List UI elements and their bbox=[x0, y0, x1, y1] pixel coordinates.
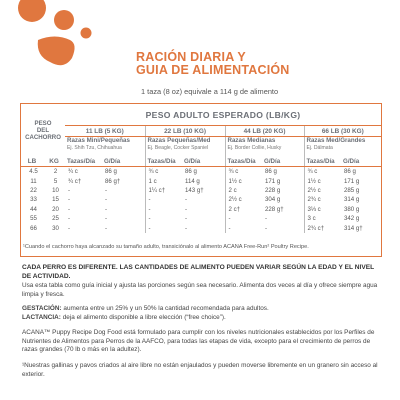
grams-per-day-cell: 228 g† bbox=[265, 205, 284, 213]
grams-per-day-cell: - bbox=[105, 215, 108, 223]
grams-per-day-cell: 86 g bbox=[105, 168, 117, 176]
grams-per-day-cell: - bbox=[105, 186, 108, 194]
grams-per-day-cell: 143 g† bbox=[185, 186, 204, 194]
grams-per-day-cell: - bbox=[185, 205, 188, 213]
page-title: RACIÓN DIARIA Y GUIA DE ALIMENTACIÓN bbox=[136, 50, 290, 77]
cups-per-day-cell: ¾ c bbox=[145, 167, 182, 177]
puppy-weight-kg: 10 bbox=[52, 186, 59, 194]
race-group-medium: Razas Medianas Ej. Border Collie, Husky bbox=[225, 137, 304, 158]
cups-per-day-cell: - bbox=[145, 205, 182, 214]
grams-per-day-cell: - bbox=[105, 205, 108, 213]
race-group-small-med: Razas Pequeñas/Med Ej. Beagle, Cocker Spaniel bbox=[145, 137, 225, 158]
cups-column-header: Tazas/Día bbox=[65, 157, 102, 167]
cups-per-day-cell: - bbox=[68, 196, 71, 204]
adult-weight-header: PESO ADULTO ESPERADO (LB/KG) bbox=[145, 109, 301, 120]
cups-per-day-cell: - bbox=[145, 214, 182, 223]
gestation-label: GESTACIÓN: bbox=[22, 305, 62, 312]
cups-per-day-cell: 1¼ c† bbox=[145, 186, 182, 195]
puppy-weight-lb: 44 bbox=[30, 205, 37, 213]
grams-per-day-cell: - bbox=[185, 224, 188, 232]
cups-per-day-cell: - bbox=[145, 195, 182, 204]
weight-group-11lb: 11 LB (5 KG) bbox=[65, 126, 145, 137]
cups-column-header: Tazas/Día bbox=[225, 157, 262, 167]
grams-per-day-cell: - bbox=[105, 224, 108, 232]
grams-per-day-cell: 380 g bbox=[344, 205, 360, 213]
cups-per-day-cell: 2 c† bbox=[225, 205, 262, 214]
cups-per-day-cell: 3 c bbox=[304, 214, 341, 223]
table-row bbox=[21, 195, 381, 204]
cups-per-day-cell: ¾ c bbox=[304, 167, 341, 177]
puppy-weight-lb: 66 bbox=[30, 224, 37, 232]
cups-per-day-cell: - bbox=[68, 224, 71, 232]
table-row bbox=[21, 186, 381, 195]
race-group-med-large: Razas Med/Grandes Ej. Dálmata bbox=[304, 137, 381, 158]
lactation-label: LACTANCIA: bbox=[22, 314, 61, 321]
grams-per-day-cell: - bbox=[185, 215, 188, 223]
cups-per-day-cell: - bbox=[68, 205, 71, 213]
feeding-table-body bbox=[21, 167, 381, 233]
cups-per-day-cell: 3⅓ c bbox=[304, 205, 341, 214]
table-footnote: ¹Cuando el cachorro haya alcanzado su tamaño adulto, transiciónalo al alimento ACANA Free-Run² Poultry Recipe. bbox=[23, 244, 309, 250]
puppy-weight-lb: 4.5 bbox=[29, 168, 38, 176]
cups-per-day-cell: 2½ c bbox=[304, 186, 341, 195]
grams-per-day-cell: - bbox=[265, 224, 268, 232]
cups-per-day-cell: - bbox=[68, 215, 71, 223]
table-row bbox=[21, 176, 381, 185]
aafco-statement: ACANA™ Puppy Recipe Dog Food está formulado para cumplir con los niveles nutricionales establecidos por los Perfiles de Nutrientes de Alimentos para Perros de la AAFCO, para todas las etapas de vida, excepto para el crecimiento de perros de razas grandes (70 lb o más en la adultez). bbox=[22, 329, 375, 353]
cups-per-day-cell: - bbox=[145, 223, 182, 232]
feeding-table bbox=[21, 104, 381, 233]
kg-column-header: KG bbox=[43, 157, 65, 167]
cups-per-day-cell: ¾ c† bbox=[68, 177, 82, 185]
grams-column-header: G/Día bbox=[102, 157, 145, 167]
grams-per-day-cell: - bbox=[105, 196, 108, 204]
cups-per-day-cell: 1½ c bbox=[225, 176, 262, 185]
puppy-weight-kg: 20 bbox=[52, 205, 59, 213]
page-subtitle: 1 taza (8 oz) equivale a 114 g de alimento bbox=[141, 87, 279, 96]
weight-group-66lb: 66 LB (30 KG) bbox=[304, 126, 381, 137]
lb-column-header: LB bbox=[21, 157, 43, 167]
cups-per-day-cell: ¾ c bbox=[68, 168, 78, 176]
cups-per-day-cell: 2¾ c bbox=[304, 195, 341, 204]
cups-column-header: Tazas/Día bbox=[145, 157, 182, 167]
grams-per-day-cell: 285 g bbox=[344, 186, 360, 194]
table-row bbox=[21, 223, 381, 232]
puppy-weight-kg: 30 bbox=[52, 224, 59, 232]
puppy-weight-kg: 2 bbox=[53, 168, 58, 176]
grams-per-day-cell: 342 g bbox=[344, 215, 360, 223]
gestation-text: GESTACIÓN: aumenta entre un 25% y un 50% la cantidad recomendada para adultos. bbox=[22, 305, 269, 312]
weight-group-44lb: 44 LB (20 KG) bbox=[225, 126, 304, 137]
puppy-weight-lb: 55 bbox=[30, 215, 37, 223]
puppy-weight-lb: 22 bbox=[30, 186, 37, 194]
grams-column-header: G/Día bbox=[341, 157, 381, 167]
grams-per-day-cell: 171 g bbox=[265, 177, 281, 185]
cups-per-day-cell: - bbox=[225, 223, 262, 232]
weight-group-22lb: 22 LB (10 KG) bbox=[145, 126, 225, 137]
cups-per-day-cell: 2¾ c† bbox=[304, 223, 341, 232]
grams-column-header: G/Día bbox=[262, 157, 304, 167]
grams-per-day-cell: 314 g† bbox=[344, 224, 363, 232]
puppy-weight-kg: 5 bbox=[53, 177, 58, 185]
brand-logo-icon bbox=[0, 0, 110, 100]
grams-per-day-cell: - bbox=[185, 196, 188, 204]
cups-per-day-cell: - bbox=[225, 214, 262, 223]
cups-column-header: Tazas/Día bbox=[304, 157, 341, 167]
poultry-footnote: ¹Nuestras gallinas y pavos criados al aire libre no están enjaulados y pueden moverse libremente en un granero sin acceso al exterior. bbox=[22, 362, 378, 378]
race-group-mini: Razas Mini/Pequeñas Ej. Shih Tzu, Chihuahua bbox=[67, 137, 130, 151]
puppy-weight-kg: 25 bbox=[52, 215, 59, 223]
grams-per-day-cell: 114 g bbox=[185, 177, 200, 185]
table-row bbox=[21, 214, 381, 223]
lactation-text: LACTANCIA: deja el alimento disponible a libre elección (“free choice”). bbox=[22, 314, 226, 321]
cups-per-day-cell: 2½ c bbox=[225, 195, 262, 204]
grams-per-day-cell: 86 g bbox=[265, 168, 277, 176]
puppy-weight-header: PESO DEL CACHORRO bbox=[25, 120, 61, 141]
grams-per-day-cell: 86 g bbox=[185, 168, 197, 176]
grams-per-day-cell: 304 g bbox=[265, 196, 281, 204]
puppy-weight-lb: 33 bbox=[30, 196, 37, 204]
cups-per-day-cell: 1½ c bbox=[304, 176, 341, 185]
table-row bbox=[21, 205, 381, 214]
cups-per-day-cell: 2 c bbox=[225, 186, 262, 195]
cups-per-day-cell: 1 c bbox=[145, 176, 182, 185]
grams-per-day-cell: 86 g† bbox=[105, 177, 121, 185]
grams-per-day-cell: 171 g bbox=[344, 177, 360, 185]
grams-column-header: G/Día bbox=[182, 157, 225, 167]
grams-per-day-cell: 228 g bbox=[265, 186, 281, 194]
grams-per-day-cell: 314 g bbox=[344, 196, 360, 204]
puppy-weight-kg: 15 bbox=[52, 196, 59, 204]
headline-text: CADA PERRO ES DIFERENTE. LAS CANTIDADES DE ALIMENTO PUEDEN VARIAR SEGÚN LA EDAD Y EL NIVEL DE ACTIVIDAD. bbox=[22, 264, 375, 280]
grams-per-day-cell: - bbox=[265, 215, 268, 223]
grams-per-day-cell: 86 g bbox=[344, 168, 356, 176]
intro-text: Usa esta tabla como guía inicial y ajusta las porciones según sea necesario. Alimenta dos veces al día y ofrece siempre agua limpia y fresca. bbox=[22, 282, 378, 298]
table-row bbox=[21, 167, 381, 177]
puppy-weight-lb: 11 bbox=[30, 177, 37, 185]
cups-per-day-cell: ¾ c bbox=[225, 167, 262, 177]
cups-per-day-cell: - bbox=[68, 186, 71, 194]
